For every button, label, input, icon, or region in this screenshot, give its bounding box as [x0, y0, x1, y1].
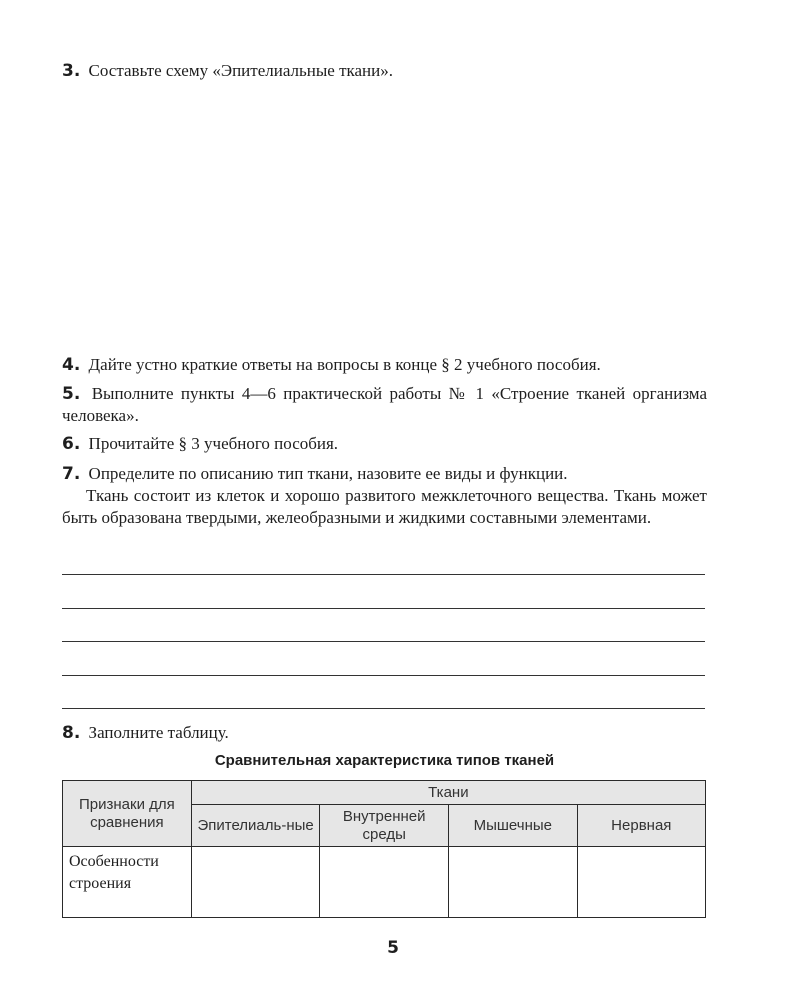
task-7 [62, 463, 568, 485]
task-text: Выполните пункты 4—6 практической работы № 1 «Строение тканей организма человека». [62, 384, 707, 425]
table-cell[interactable] [449, 847, 578, 918]
task-number: 6. [62, 434, 81, 454]
task-8 [62, 722, 229, 744]
tissue-description: Ткань состоит из клеток и хорошо развитого межклеточного вещества. Ткань может быть образована твердыми, желеобразными и жидкими составными элементами. [62, 486, 707, 527]
task-4 [62, 354, 601, 376]
task-6 [62, 433, 338, 455]
answer-line[interactable] [62, 608, 705, 609]
table-cell[interactable] [577, 847, 705, 918]
task-number: 3. [62, 61, 81, 81]
task-text: Определите по описанию тип ткани, назовите ее виды и функции. [88, 464, 568, 483]
task-text: Прочитайте § 3 учебного пособия. [88, 434, 339, 453]
answer-line[interactable] [62, 641, 705, 642]
column-internal-environment: Внутренней среды [320, 805, 449, 847]
answer-line[interactable] [62, 708, 705, 709]
column-muscular: Мышечные [449, 805, 578, 847]
task-text: Составьте схему «Эпителиальные ткани». [88, 61, 393, 80]
table-cell[interactable] [191, 847, 320, 918]
answer-line[interactable] [62, 574, 705, 575]
answer-line[interactable] [62, 675, 705, 676]
task-number: 5. [62, 384, 81, 404]
table-cell[interactable] [320, 847, 449, 918]
task-number: 8. [62, 723, 81, 743]
column-nervous: Нервная [577, 805, 705, 847]
tissues-header: Ткани [191, 781, 705, 805]
table-title: Сравнительная характеристика типов тканей [214, 752, 555, 769]
criteria-header: Признаки для сравнения [63, 781, 192, 847]
task-number: 7. [62, 464, 81, 484]
task-5 [62, 383, 707, 427]
column-epithelial: Эпителиаль-ные [191, 805, 320, 847]
task-number: 4. [62, 355, 81, 375]
row-label-structure: Особенности строения [63, 847, 192, 918]
comparison-table [62, 780, 706, 918]
page-number: 5 [387, 938, 399, 958]
task-text: Дайте устно краткие ответы на вопросы в конце § 2 учебного пособия. [88, 355, 601, 374]
task-text: Заполните таблицу. [88, 723, 229, 742]
task-3 [62, 60, 393, 82]
